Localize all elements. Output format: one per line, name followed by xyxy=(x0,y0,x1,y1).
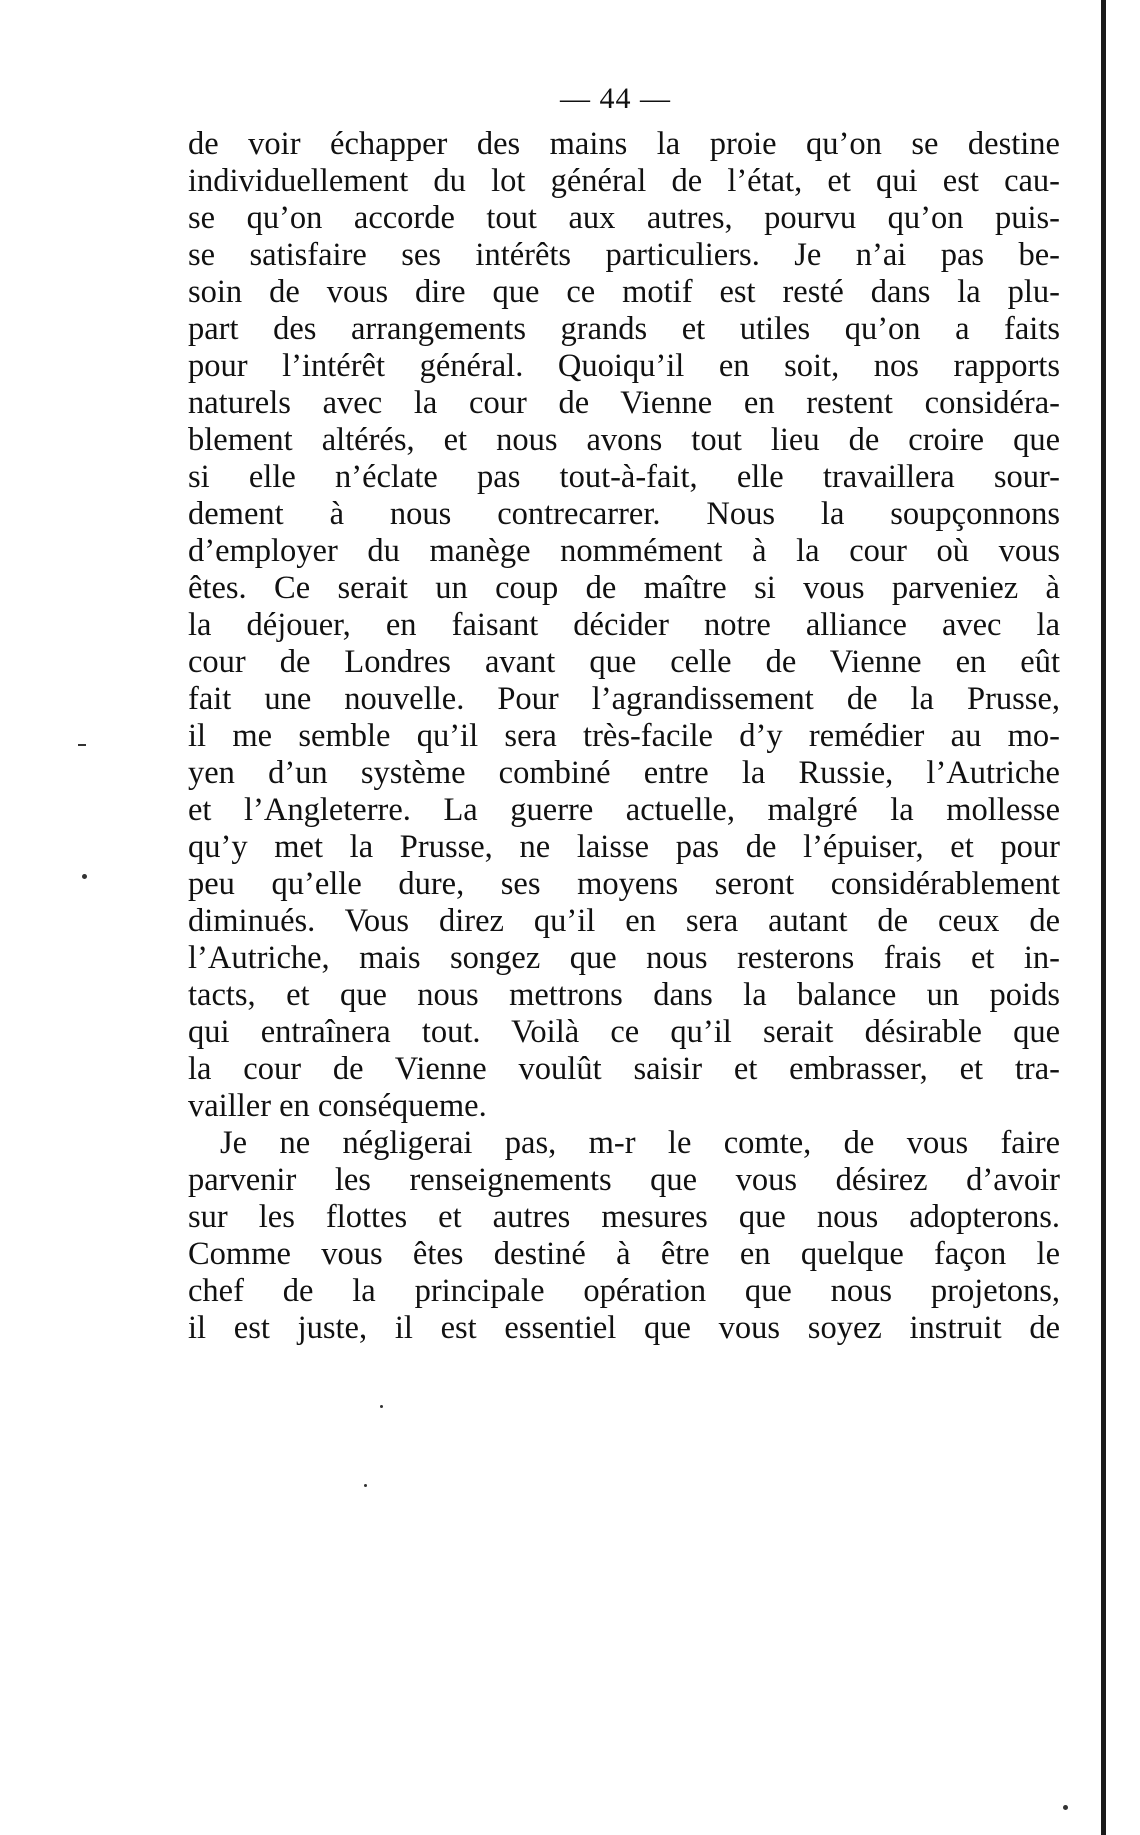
text-line: individuellement du lot général de l’état, et qui est cau- xyxy=(188,163,1060,199)
text-line: blement altérés, et nous avons tout lieu de croire que xyxy=(188,422,1060,458)
speck-mark xyxy=(82,874,87,879)
text-line: yen d’un système combiné entre la Russie, l’Autriche xyxy=(188,755,1060,791)
text-line: il est juste, il est essentiel que vous soyez instruit de xyxy=(188,1310,1060,1346)
text-line: parvenir les renseignements que vous désirez d’avoir xyxy=(188,1162,1060,1198)
page-edge-line xyxy=(1101,0,1106,1835)
speck-mark xyxy=(380,1405,383,1408)
text-line: Comme vous êtes destiné à être en quelque façon le xyxy=(188,1236,1060,1272)
text-line: diminués. Vous direz qu’il en sera autant de ceux de xyxy=(188,903,1060,939)
text-line: vailler en conséqueme. xyxy=(188,1088,487,1124)
text-line: se qu’on accorde tout aux autres, pourvu qu’on puis- xyxy=(188,200,1060,236)
text-line: qu’y met la Prusse, ne laisse pas de l’épuiser, et pour xyxy=(188,829,1060,865)
text-line: Je ne négligerai pas, m-r le comte, de vous faire xyxy=(220,1125,1060,1161)
page-number: — 44 — xyxy=(560,82,671,115)
text-line: chef de la principale opération que nous projetons, xyxy=(188,1273,1060,1309)
text-line: et l’Angleterre. La guerre actuelle, malgré la mollesse xyxy=(188,792,1060,828)
text-line: l’Autriche, mais songez que nous resterons frais et in- xyxy=(188,940,1060,976)
text-line: peu qu’elle dure, ses moyens seront considérablement xyxy=(188,866,1060,902)
speck-mark xyxy=(1063,1805,1068,1810)
text-line: part des arrangements grands et utiles qu’on a faits xyxy=(188,311,1060,347)
text-line: soin de vous dire que ce motif est resté dans la plu- xyxy=(188,274,1060,310)
text-line: naturels avec la cour de Vienne en restent considéra- xyxy=(188,385,1060,421)
speck-mark xyxy=(78,744,86,746)
text-line: êtes. Ce serait un coup de maître si vous parveniez à xyxy=(188,570,1060,606)
text-line: cour de Londres avant que celle de Vienne en eût xyxy=(188,644,1060,680)
text-line: qui entraînera tout. Voilà ce qu’il serait désirable que xyxy=(188,1014,1060,1050)
text-line: la déjouer, en faisant décider notre alliance avec la xyxy=(188,607,1060,643)
text-line: fait une nouvelle. Pour l’agrandissement de la Prusse, xyxy=(188,681,1060,717)
text-line: si elle n’éclate pas tout-à-fait, elle travaillera sour- xyxy=(188,459,1060,495)
text-line: de voir échapper des mains la proie qu’on se destine xyxy=(188,126,1060,162)
text-line: se satisfaire ses intérêts particuliers. Je n’ai pas be- xyxy=(188,237,1060,273)
text-line: sur les flottes et autres mesures que nous adopterons. xyxy=(188,1199,1060,1235)
text-line: pour l’intérêt général. Quoiqu’il en soit, nos rapports xyxy=(188,348,1060,384)
text-line: la cour de Vienne voulût saisir et embrasser, et tra- xyxy=(188,1051,1060,1087)
text-line: d’employer du manège nommément à la cour où vous xyxy=(188,533,1060,569)
text-line: dement à nous contrecarrer. Nous la soupçonnons xyxy=(188,496,1060,532)
text-line: il me semble qu’il sera très-facile d’y remédier au mo- xyxy=(188,718,1060,754)
text-line: tacts, et que nous mettrons dans la balance un poids xyxy=(188,977,1060,1013)
speck-mark xyxy=(364,1484,367,1487)
